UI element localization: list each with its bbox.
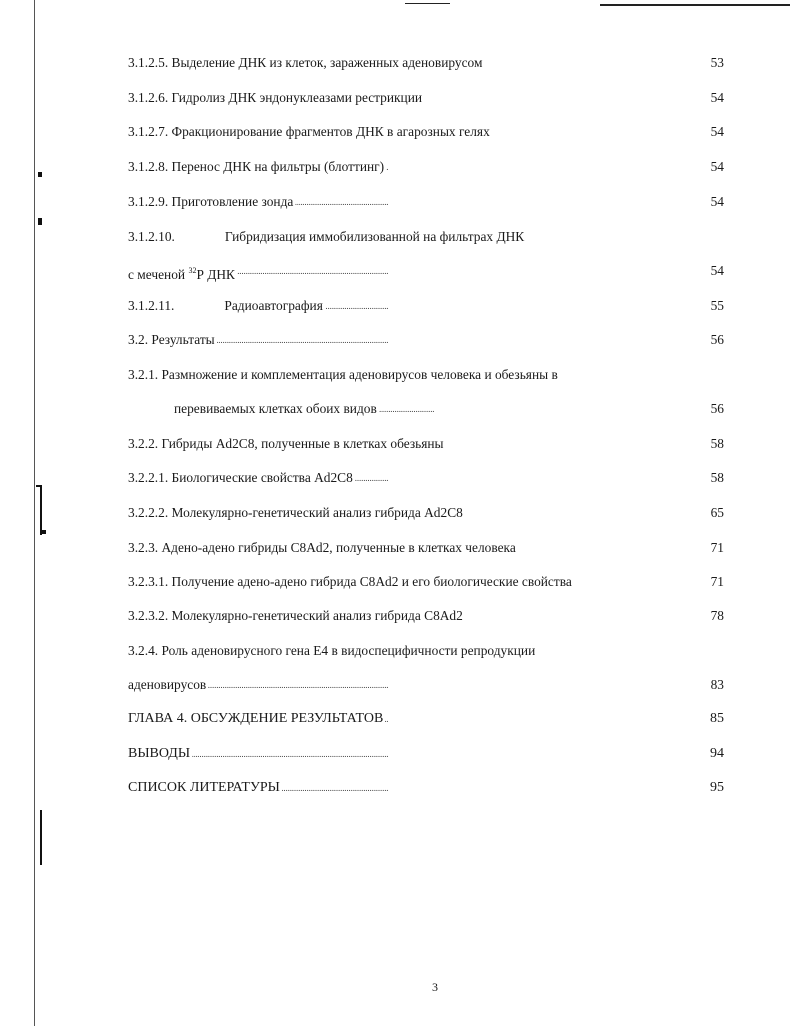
toc-entry [128, 122, 728, 142]
toc-entry-page: 83 [710, 677, 724, 692]
toc-entry [128, 778, 728, 798]
toc-entry-label: 3.2.3.1. Получение адено-адено гибрида C8Ad2 и его биологические свойства [128, 574, 572, 589]
toc-entry-label [128, 267, 237, 282]
toc-entry-label: 3.2.3.2. Молекулярно-генетический анализ гибрида C8Ad2 [128, 608, 463, 623]
toc-entry [128, 53, 728, 73]
toc-entry-page: 54 [710, 263, 724, 278]
toc-entry [128, 261, 728, 281]
scan-bracket-1-foot [40, 530, 46, 534]
toc-entry-label: перевиваемых клетках обоих видов [174, 401, 377, 416]
toc-entry [128, 88, 728, 108]
toc-entry-page: 55 [710, 298, 724, 313]
toc-entry-label: 3.1.2.7. Фракционирование фрагментов ДНК в агарозных гелях [128, 124, 490, 139]
scan-top-rule-1 [405, 3, 450, 4]
toc-entry [128, 227, 728, 247]
toc-entry [128, 157, 728, 177]
toc-entry-page: 71 [710, 574, 724, 589]
toc-entry [128, 399, 728, 419]
toc-entry-label: 3.1.2.8. Перенос ДНК на фильтры (блоттинг) [128, 159, 385, 174]
toc-entry-page: 58 [710, 436, 724, 451]
toc-entry [128, 709, 728, 729]
toc-entry [128, 192, 728, 212]
toc-entry-page: 78 [710, 608, 724, 623]
toc-entry-label: Гибридизация иммобилизованной на фильтрах ДНК [224, 229, 525, 244]
toc-entry-label: 3.2.1. Размножение и комплементация аденовирусов человека и обезьяны в [128, 367, 558, 382]
page-number: 3 [432, 980, 438, 994]
toc-entry [128, 675, 728, 695]
toc-entry-label: 3.2.2.1. Биологические свойства Ad2C8 [128, 470, 353, 485]
toc-entry-page: 65 [710, 505, 724, 520]
toc-entry-page: 54 [710, 90, 724, 105]
toc-entry-page: 54 [710, 194, 724, 209]
toc-entry-number: 3.1.2.11. [128, 298, 175, 313]
toc-entry-page: 94 [710, 746, 724, 761]
toc-entry-label: Радиоавтография [224, 298, 323, 313]
toc-label-part: Р ДНК [196, 267, 235, 282]
toc-entry [128, 503, 728, 523]
toc-entry-label: 3.2.4. Роль аденовирусного гена Е4 в видоспецифичности репродукции [128, 643, 536, 658]
toc-entry-label: 3.2. Результаты [128, 332, 215, 347]
scan-mark-1 [38, 172, 42, 177]
toc-entry [128, 572, 728, 592]
toc-entry-page: 85 [710, 711, 724, 726]
toc-entry [128, 296, 728, 316]
toc-entry-page: 54 [710, 124, 724, 139]
toc-entry-page: 54 [710, 159, 724, 174]
toc-entry-label: ВЫВОДЫ [128, 746, 191, 761]
scan-bracket-1-cap [36, 485, 42, 487]
toc-entry-page: 58 [710, 470, 724, 485]
toc-entry-label: аденовирусов [128, 677, 207, 692]
toc-entry-label: 3.2.3. Адено-адено гибриды C8Ad2, полученные в клетках человека [128, 540, 516, 555]
scan-mark-2 [38, 218, 42, 225]
toc-entry [128, 468, 728, 488]
toc-entry-page: 71 [710, 540, 724, 555]
toc-entry-label-group [128, 298, 325, 313]
toc-label-part: с меченой [128, 267, 189, 282]
toc-entry-label: 3.1.2.6. Гидролиз ДНК эндонуклеазами рестрикции [128, 90, 423, 105]
scan-bracket-2 [40, 810, 42, 865]
toc-entry-number: 3.1.2.10. [128, 229, 175, 244]
toc-entry-label: 3.2.2. Гибриды Ad2C8, полученные в клетках обезьяны [128, 436, 444, 451]
toc-entry-label: 3.2.2.2. Молекулярно-генетический анализ гибрида Ad2C8 [128, 505, 463, 520]
toc-entry-label: ГЛАВА 4. ОБСУЖДЕНИЕ РЕЗУЛЬТАТОВ [128, 711, 384, 726]
scan-bracket-1 [40, 485, 42, 535]
toc-entry [128, 606, 728, 626]
toc-label-superscript: 32 [188, 266, 197, 275]
toc-entry [128, 365, 728, 385]
toc-entry [128, 538, 728, 558]
toc-entry-label: СПИСОК ЛИТЕРАТУРЫ [128, 780, 280, 795]
toc-entry-label: 3.1.2.5. Выделение ДНК из клеток, зараженных аденовирусом [128, 55, 483, 70]
scan-left-edge-line [34, 0, 35, 1026]
toc-entry-page: 95 [710, 780, 724, 795]
toc-entry [128, 434, 728, 454]
toc-entry-page: 56 [710, 332, 724, 347]
toc-entry [128, 744, 728, 764]
toc-entry-page: 56 [710, 401, 724, 416]
scan-top-rule-2 [600, 4, 790, 6]
toc-entry-label: 3.1.2.9. Приготовление зонда [128, 194, 294, 209]
toc-entry [128, 641, 728, 661]
toc-entry-page: 53 [710, 55, 724, 70]
toc-entry [128, 330, 728, 350]
